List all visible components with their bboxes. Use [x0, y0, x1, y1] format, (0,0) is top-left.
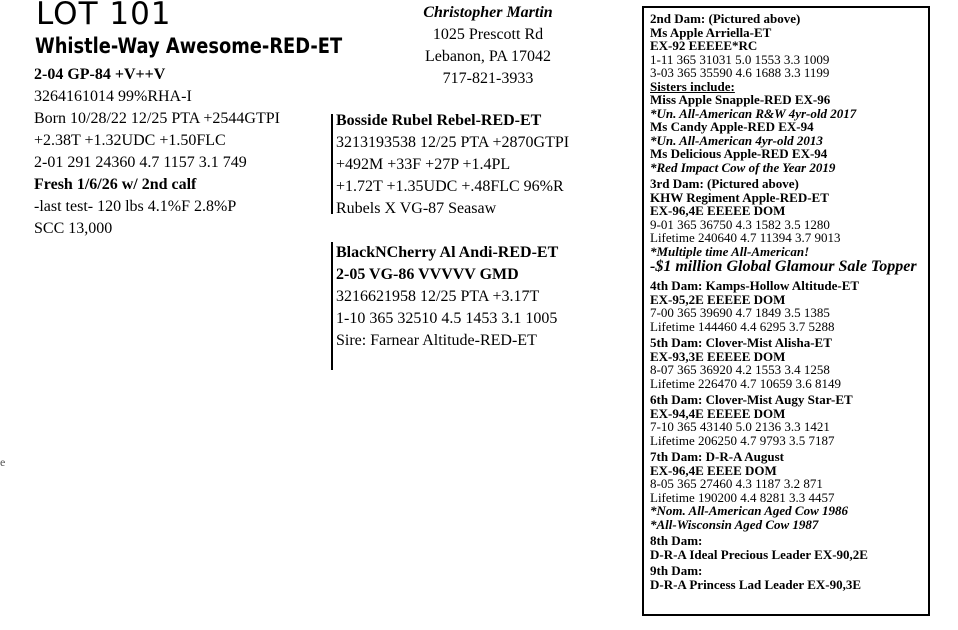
d7-note-1: *Nom. All-American Aged Cow 1986	[650, 503, 849, 518]
sister-1: Miss Apple Snapple-RED EX-96	[650, 92, 831, 107]
sister-1-note: *Un. All-American R&W 4yr-old 2017	[650, 105, 857, 121]
d5-heading: 5th Dam: Clover-Mist Alisha-ET	[650, 335, 832, 350]
animal-class: 2-04 GP-84 +V++V	[34, 66, 166, 83]
consignor-address: 1025 Prescott Rd	[432, 26, 544, 43]
sire-line-3: +1.72T +1.35UDC +.48FLC 96%R	[336, 178, 564, 195]
d2-name: Ms Apple Arriella-ET	[650, 24, 772, 40]
d2-heading: 2nd Dam: (Pictured above)	[650, 11, 801, 26]
consignor-phone: 717-821-3933	[442, 70, 534, 87]
animal-fresh: Fresh 1/6/26 w/ 2nd calf	[34, 176, 197, 193]
d3-class: EX-96,4E EEEEE DOM	[650, 203, 786, 218]
d5-class: EX-93,3E EEEEE DOM	[650, 348, 786, 364]
d3-lifetime: Lifetime 240640 4.7 11394 3.7 9013	[650, 230, 841, 245]
d3-record-1: 9-01 365 36750 4.3 1582 3.5 1280	[650, 216, 830, 232]
d7-class: EX-96,4E EEEE DOM	[650, 462, 777, 478]
sister-2: Ms Candy Apple-RED EX-94	[650, 119, 814, 134]
d4-lifetime: Lifetime 144460 4.4 6295 3.7 5288	[650, 318, 835, 334]
d3-heading: 3rd Dam: (Pictured above)	[650, 176, 799, 191]
animal-name: Whistle-Way Awesome-RED-ET	[35, 34, 343, 58]
sisters-heading: Sisters include:	[650, 78, 735, 94]
d2-record-1: 1-11 365 31031 5.0 1553 3.3 1009	[650, 51, 830, 67]
dam-line-1: 3216621958 12/25 PTA +3.17T	[336, 288, 540, 305]
d2-record-2: 3-03 365 35590 4.6 1688 3.3 1199	[650, 65, 830, 80]
d6-record-1: 7-10 365 43140 5.0 2136 3.3 1421	[650, 419, 830, 434]
consignor-name: Christopher Martin	[423, 4, 553, 21]
consignor-city: Lebanon, PA 17042	[424, 48, 552, 65]
sister-2-note: *Un. All-American 4yr-old 2013	[650, 132, 823, 148]
sister-3: Ms Delicious Apple-RED EX-94	[650, 146, 828, 161]
d7-record-1: 8-05 365 27460 4.3 1187 3.2 871	[650, 476, 823, 491]
d3-name: KHW Regiment Apple-RED-ET	[650, 189, 829, 205]
stray-mark: e	[0, 455, 6, 469]
animal-traits: +2.38T +1.32UDC +1.50FLC	[34, 132, 226, 149]
dam-divider	[331, 242, 333, 370]
sire-name: Bosside Rubel Rebel-RED-ET	[336, 112, 542, 129]
d3-note-2: -$1 million Global Glamour Sale Topper	[650, 258, 917, 275]
d4-class: EX-95,2E EEEEE DOM	[650, 291, 786, 307]
lot-number: LOT 101	[36, 0, 172, 32]
sister-3-note: *Red Impact Cow of the Year 2019	[650, 159, 836, 175]
dam-block	[336, 242, 558, 352]
consignor-block	[408, 2, 568, 90]
animal-scc: SCC 13,000	[34, 220, 113, 237]
d9-heading: 9th Dam:	[650, 563, 703, 578]
animal-record: 2-01 291 24360 4.7 1157 3.1 749	[34, 154, 247, 171]
d7-note-2: *All-Wisconsin Aged Cow 1987	[650, 516, 819, 532]
dam-name: BlackNCherry Al Andi-RED-ET	[336, 244, 559, 261]
dam-line-2: 1-10 365 32510 4.5 1453 3.1 1005	[336, 310, 558, 327]
dam-class: 2-05 VG-86 VVVVV GMD	[336, 266, 519, 283]
d5-record-1: 8-07 365 36920 4.2 1553 3.4 1258	[650, 362, 830, 377]
sire-divider	[331, 114, 333, 214]
d6-heading: 6th Dam: Clover-Mist Augy Star-ET	[650, 392, 853, 407]
d7-heading: 7th Dam: D-R-A August	[650, 449, 784, 464]
d8-name: D-R-A Ideal Precious Leader EX-90,2E	[650, 546, 868, 562]
d4-heading: 4th Dam: Kamps-Hollow Altitude-ET	[650, 278, 860, 293]
animal-registration: 3264161014 99%RHA-I	[34, 88, 192, 105]
d8-heading: 8th Dam:	[650, 533, 703, 548]
d7-lifetime: Lifetime 190200 4.4 8281 3.3 4457	[650, 489, 835, 505]
animal-last-test: -last test- 120 lbs 4.1%F 2.8%P	[34, 198, 237, 215]
sire-line-4: Rubels X VG-87 Seasaw	[336, 200, 497, 217]
d2-class: EX-92 EEEEE*RC	[650, 38, 758, 53]
d6-class: EX-94,4E EEEEE DOM	[650, 405, 786, 421]
dam-line-3: Sire: Farnear Altitude-RED-ET	[336, 332, 537, 349]
d6-lifetime: Lifetime 206250 4.7 9793 3.5 7187	[650, 432, 835, 448]
sire-line-2: +492M +33F +27P +1.4PL	[336, 156, 511, 173]
pedigree-box	[642, 6, 930, 616]
d5-lifetime: Lifetime 226470 4.7 10659 3.6 8149	[650, 375, 842, 391]
d4-record-1: 7-00 365 39690 4.7 1849 3.5 1385	[650, 305, 830, 320]
d9-name: D-R-A Princess Lad Leader EX-90,3E	[650, 576, 862, 592]
animal-details	[34, 64, 280, 240]
sire-block	[336, 110, 569, 220]
sire-line-1: 3213193538 12/25 PTA +2870GTPI	[336, 134, 570, 151]
animal-born: Born 10/28/22 12/25 PTA +2544GTPI	[34, 110, 280, 127]
d3-note-1: *Multiple time All-American!	[650, 243, 810, 259]
